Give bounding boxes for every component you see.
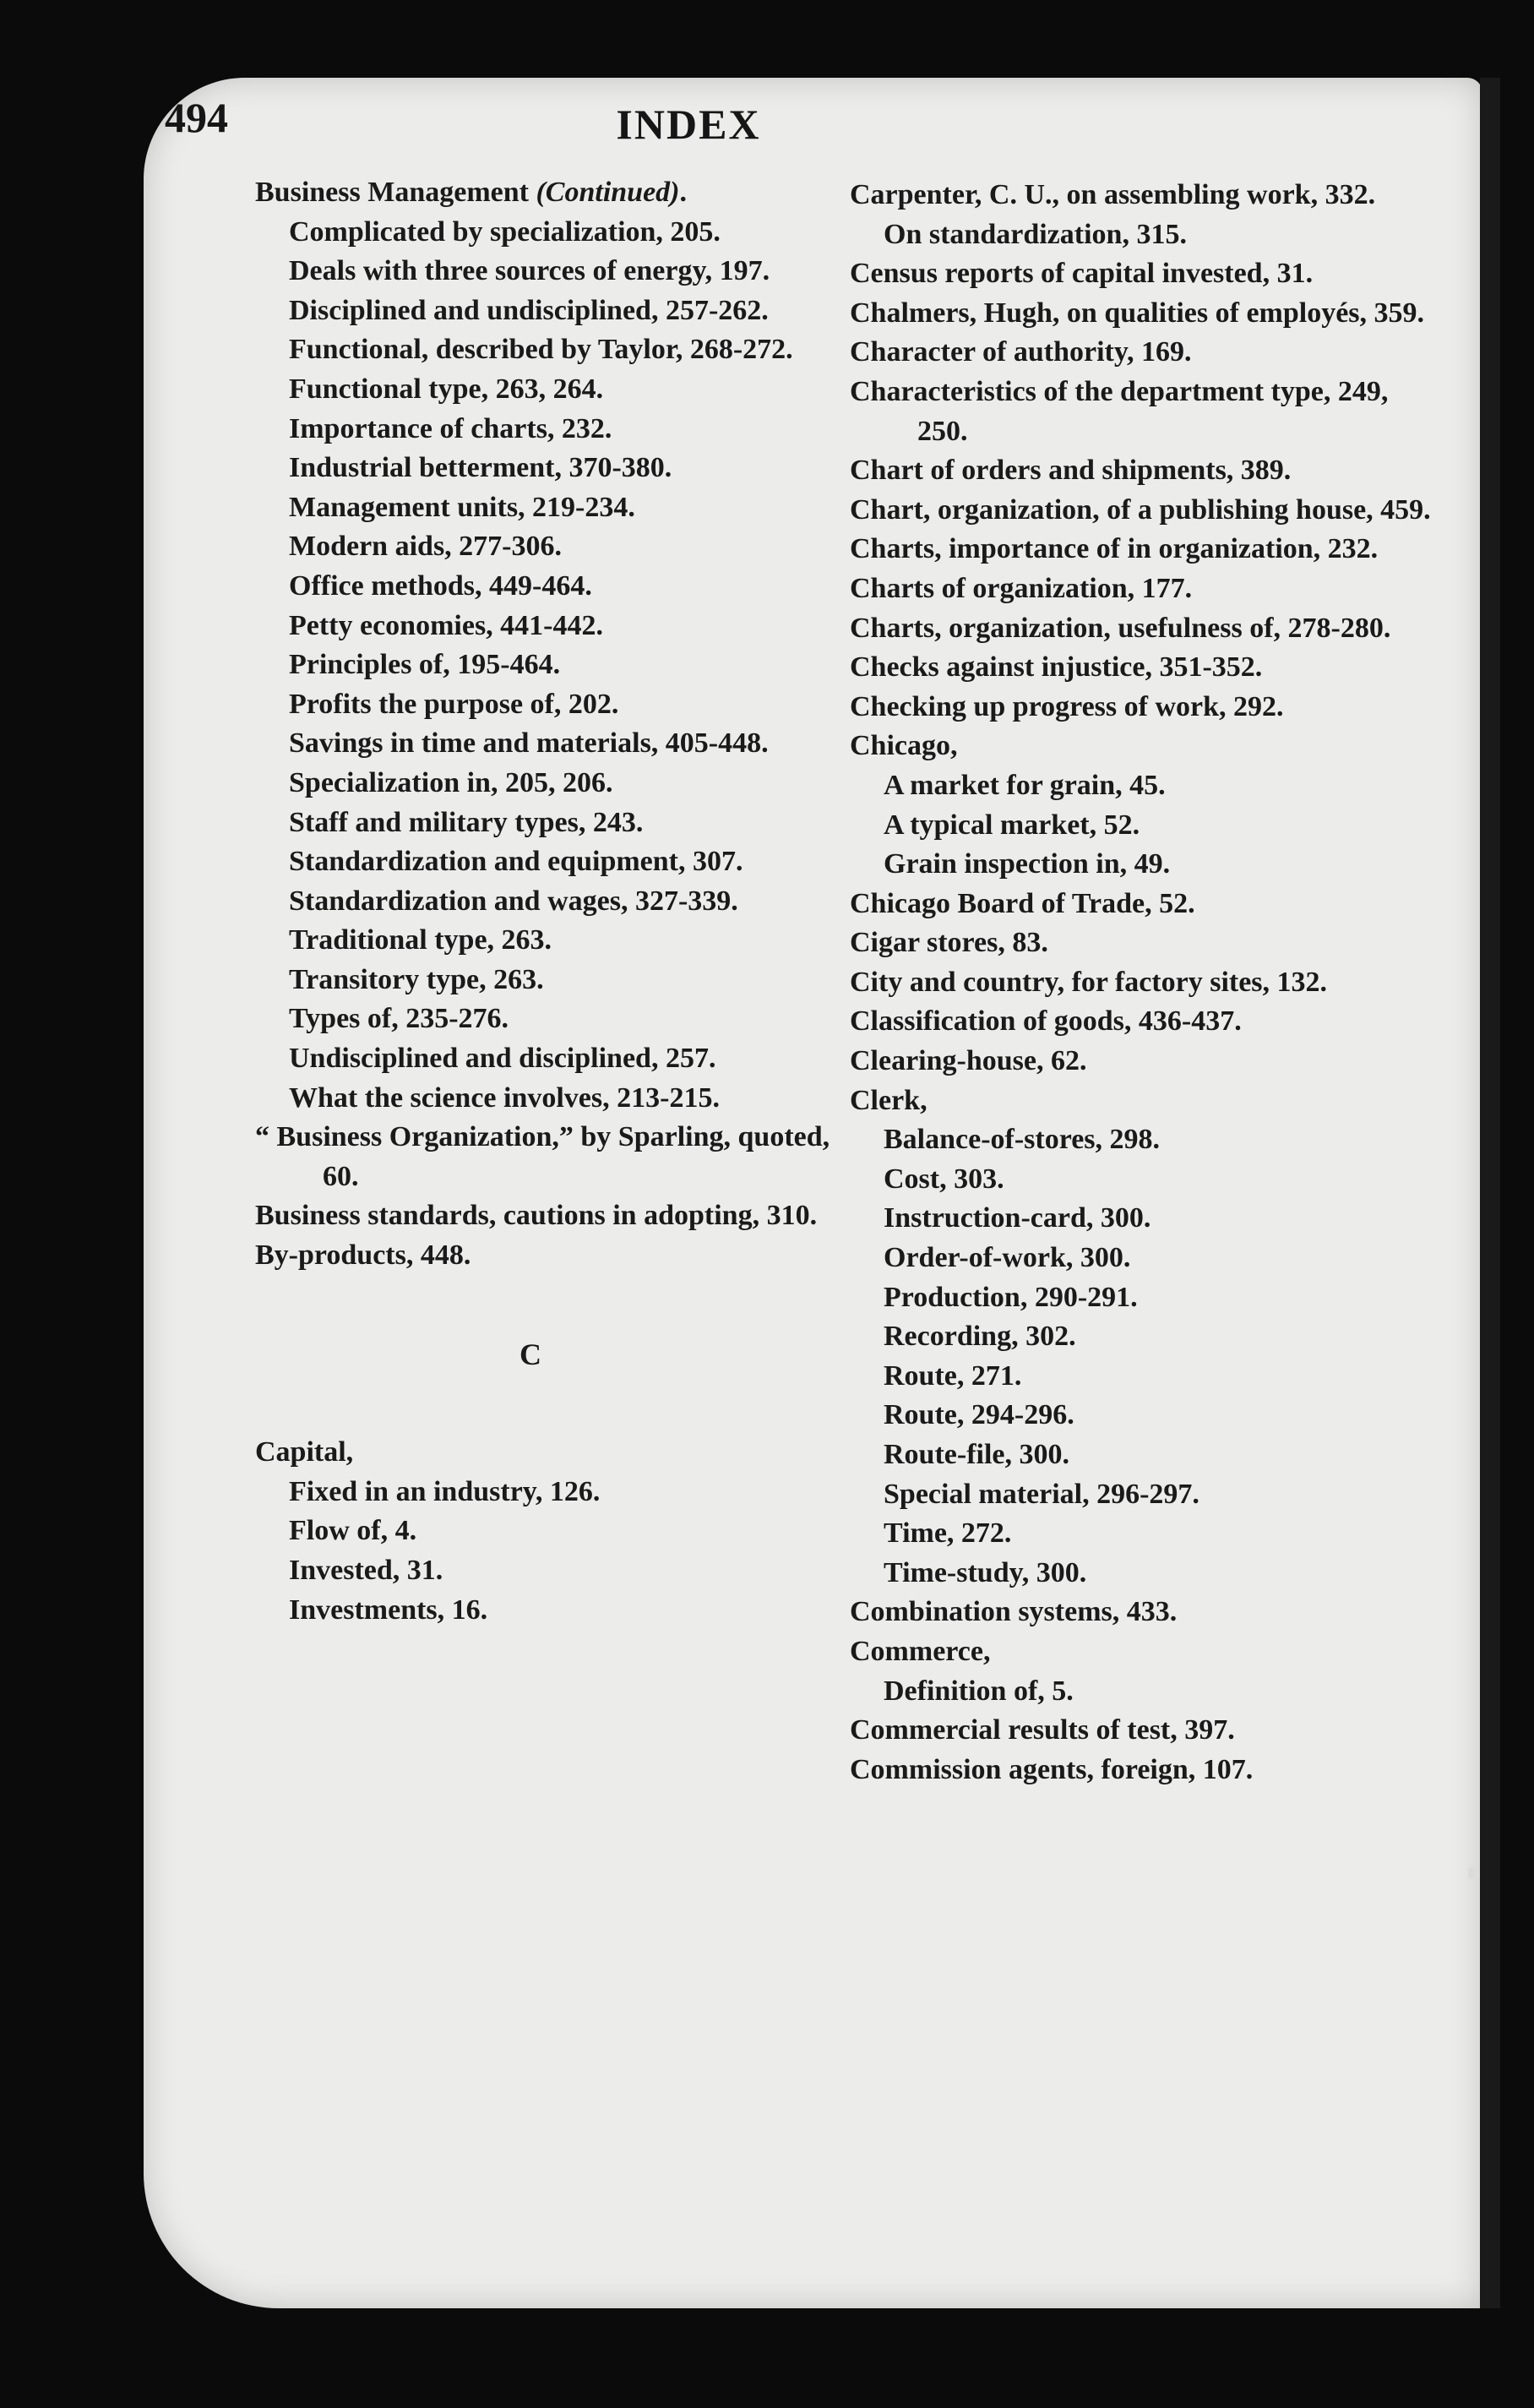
index-subentry	[255, 213, 857, 253]
page-title: INDEX	[616, 101, 761, 148]
entry-text: Traditional type, 263.	[289, 924, 552, 956]
entry-text: Fixed in an industry, 126.	[289, 1475, 601, 1507]
entry-text: Flow of, 4.	[289, 1515, 417, 1547]
index-subentry	[850, 845, 1441, 885]
entry-text: Charts of organization, 177.	[850, 572, 1193, 604]
index-subentry	[255, 449, 857, 488]
entry-text: Undisciplined and disciplined, 257.	[289, 1043, 716, 1075]
entry-text: Complicated by specialization, 205.	[289, 215, 721, 248]
page-gutter	[1480, 78, 1500, 2308]
entry-italic-text: (Continued)	[536, 177, 680, 208]
index-subentry	[850, 766, 1441, 806]
index-subentry	[850, 1554, 1441, 1594]
entry-text: Order-of-work, 300.	[884, 1242, 1131, 1274]
entry-text: Disciplined and undisciplined, 257-262.	[289, 294, 769, 326]
entry-text: Commerce,	[850, 1635, 991, 1667]
index-entry	[255, 1118, 857, 1196]
entry-text: Combination systems, 433.	[850, 1596, 1178, 1628]
entry-text: Route-file, 300.	[884, 1439, 1070, 1470]
entry-text: Classification of goods, 436-437.	[850, 1005, 1242, 1038]
index-entry	[850, 569, 1441, 609]
entry-text: Definition of, 5.	[884, 1675, 1074, 1707]
entry-text: On standardization, 315.	[884, 218, 1187, 250]
entry-text: Staff and military types, 243.	[289, 806, 644, 838]
index-subentry	[850, 1160, 1441, 1200]
index-subentry	[255, 567, 857, 607]
index-subentry	[850, 1672, 1441, 1712]
entry-text: Checks against injustice, 351-352.	[850, 651, 1263, 684]
entry-trailing-text: .	[679, 177, 688, 208]
entry-text: Principles of, 195-464.	[289, 649, 561, 681]
index-subentry	[255, 252, 857, 291]
entry-text: Profits the purpose of, 202.	[289, 688, 619, 720]
index-subentry	[255, 1039, 857, 1079]
entry-text: Functional type, 263, 264.	[289, 373, 604, 405]
index-subentry	[850, 215, 1441, 255]
index-subentry	[850, 1199, 1441, 1239]
entry-text: “ Business Organization,” by Sparling, quoted, 60.	[255, 1121, 830, 1192]
index-subentry	[850, 1436, 1441, 1475]
index-subentry	[255, 1551, 857, 1591]
index-entry	[850, 451, 1441, 491]
index-subentry	[255, 1512, 857, 1551]
entry-text: What the science involves, 213-215.	[289, 1081, 720, 1114]
entry-text: Checking up progress of work, 292.	[850, 690, 1284, 722]
entry-text: Savings in time and materials, 405-448.	[289, 727, 769, 760]
index-entry	[850, 1751, 1441, 1790]
entry-text: Character of authority, 169.	[850, 336, 1192, 368]
entry-text: Importance of charts, 232.	[289, 412, 612, 444]
index-entry	[850, 254, 1441, 294]
entry-text: Time-study, 300.	[884, 1556, 1087, 1588]
index-subentry	[255, 882, 857, 922]
entry-text: Industrial betterment, 370-380.	[289, 452, 672, 484]
entry-text: A market for grain, 45.	[884, 769, 1166, 801]
entry-text: Specialization in, 205, 206.	[289, 766, 613, 798]
entry-text: Investments, 16.	[289, 1594, 488, 1626]
entry-text: Time, 272.	[884, 1517, 1012, 1550]
entry-text: Clearing-house, 62.	[850, 1045, 1087, 1077]
entry-text: Invested, 31.	[289, 1555, 443, 1586]
entry-text: Petty economies, 441-442.	[289, 609, 604, 641]
entry-text: Cigar stores, 83.	[850, 927, 1048, 959]
entry-text: Charts, importance of in organization, 232.	[850, 533, 1379, 565]
entry-text: A typical market, 52.	[884, 809, 1140, 841]
section-letter: C	[519, 1337, 541, 1371]
entry-text: By-products, 448.	[255, 1239, 471, 1272]
entry-text: Modern aids, 277-306.	[289, 531, 562, 563]
entry-text: Special material, 296-297.	[884, 1478, 1199, 1510]
index-entry	[850, 727, 1441, 766]
entry-text: Chalmers, Hugh, on qualities of employés, 359.	[850, 297, 1425, 329]
index-entry	[255, 1196, 857, 1236]
index-subentry	[255, 488, 857, 528]
entry-text: Standardization and wages, 327-339.	[289, 885, 738, 917]
index-entry	[850, 491, 1441, 531]
index-subentry	[850, 1475, 1441, 1515]
index-entry	[850, 530, 1441, 569]
entry-text: Types of, 235-276.	[289, 1003, 509, 1035]
index-subentry	[255, 527, 857, 567]
index-subentry	[255, 1000, 857, 1039]
index-subentry	[850, 1239, 1441, 1278]
entry-text: Characteristics of the department type, 249, 250.	[850, 375, 1389, 447]
index-entry	[850, 609, 1441, 649]
entry-text: Chicago,	[850, 730, 958, 762]
index-subentry	[255, 921, 857, 961]
entry-text: Business Management	[255, 177, 536, 208]
index-entry	[850, 648, 1441, 688]
index-subentry	[850, 1514, 1441, 1554]
index-entry	[850, 1042, 1441, 1081]
entry-text: Clerk,	[850, 1084, 927, 1116]
entry-text: Standardization and equipment, 307.	[289, 846, 743, 878]
index-entry	[850, 1632, 1441, 1672]
index-subentry	[255, 646, 857, 685]
page-number: 494	[165, 94, 228, 141]
entry-text: Chart of orders and shipments, 389.	[850, 455, 1292, 487]
index-subentry	[255, 804, 857, 843]
index-entry	[255, 173, 857, 213]
index-subentry	[850, 806, 1441, 846]
left-index-column	[255, 173, 857, 1630]
entry-text: Route, 294-296.	[884, 1399, 1074, 1431]
index-entry	[850, 294, 1441, 334]
entry-text: Charts, organization, usefulness of, 278-280.	[850, 612, 1391, 644]
entry-text: Management units, 219-234.	[289, 491, 635, 523]
index-entry	[850, 1711, 1441, 1751]
index-entry	[850, 1002, 1441, 1042]
edge-mark	[1468, 1867, 1477, 1879]
entry-text: Commission agents, foreign, 107.	[850, 1753, 1254, 1785]
entry-text: Recording, 302.	[884, 1321, 1076, 1353]
index-subentry	[255, 1079, 857, 1119]
index-subentry	[850, 1278, 1441, 1318]
entry-text: City and country, for factory sites, 132.	[850, 966, 1328, 998]
index-subentry	[255, 685, 857, 725]
index-subentry	[255, 370, 857, 410]
index-entry	[850, 176, 1441, 215]
entry-text: Deals with three sources of energy, 197.	[289, 255, 770, 287]
index-subentry	[850, 1317, 1441, 1357]
entry-text: Commercial results of test, 397.	[850, 1714, 1235, 1746]
index-entry	[850, 333, 1441, 373]
index-entry	[255, 1433, 857, 1473]
entry-text: Capital,	[255, 1436, 354, 1468]
index-entry	[255, 1236, 857, 1276]
index-entry	[850, 1593, 1441, 1632]
index-subentry	[850, 1357, 1441, 1397]
index-entry	[850, 963, 1441, 1003]
index-subentry	[255, 961, 857, 1000]
index-entry	[850, 1081, 1441, 1121]
index-subentry	[255, 410, 857, 449]
entry-text: Census reports of capital invested, 31.	[850, 258, 1314, 290]
entry-text: Instruction-card, 300.	[884, 1202, 1151, 1234]
index-entry	[850, 923, 1441, 963]
entry-text: Chicago Board of Trade, 52.	[850, 887, 1195, 919]
index-subentry	[255, 764, 857, 804]
entry-text: Production, 290-291.	[884, 1281, 1138, 1313]
index-entry	[850, 885, 1441, 924]
index-subentry	[255, 842, 857, 882]
right-index-column	[850, 176, 1441, 1790]
index-subentry	[255, 1473, 857, 1512]
index-subentry	[255, 1591, 857, 1631]
entry-text: Cost, 303.	[884, 1163, 1004, 1195]
index-subentry	[255, 607, 857, 646]
index-entry	[850, 373, 1441, 451]
index-subentry	[850, 1120, 1441, 1160]
entry-text: Carpenter, C. U., on assembling work, 332.	[850, 179, 1376, 210]
entry-text: Chart, organization, of a publishing house, 459.	[850, 493, 1431, 526]
entry-text: Route, 271.	[884, 1359, 1022, 1392]
entry-text: Balance-of-stores, 298.	[884, 1124, 1161, 1156]
entry-text: Transitory type, 263.	[289, 963, 544, 995]
index-entry	[850, 688, 1441, 727]
index-subentry	[850, 1396, 1441, 1436]
entry-text: Functional, described by Taylor, 268-272.	[289, 334, 793, 366]
entry-text: Business standards, cautions in adopting, 310.	[255, 1200, 818, 1232]
entry-text: Grain inspection in, 49.	[884, 848, 1171, 880]
entry-text: Office methods, 449-464.	[289, 569, 592, 602]
index-subentry	[255, 724, 857, 764]
index-subentry	[255, 330, 857, 370]
index-subentry	[255, 291, 857, 331]
